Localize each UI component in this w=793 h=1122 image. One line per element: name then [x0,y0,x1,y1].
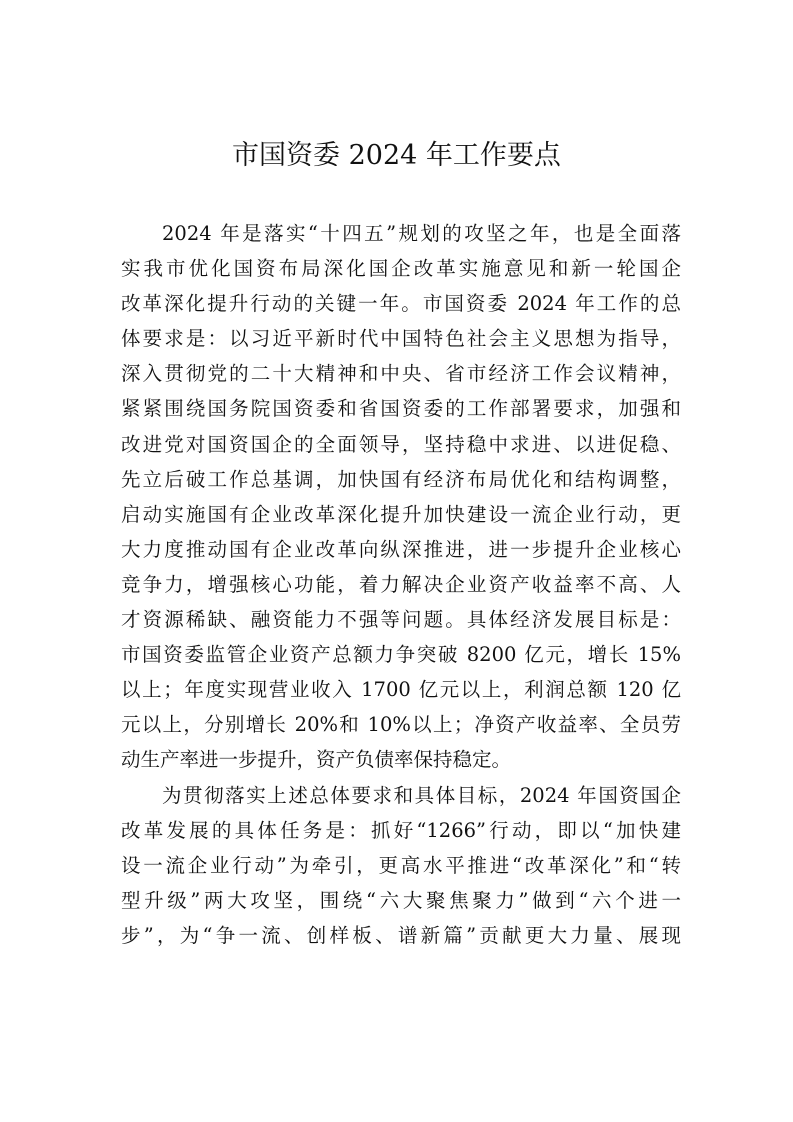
paragraph-1 [121,216,681,778]
paragraph-line: 大力度推动国有企业改革向纵深推进，进一步提升企业核心 [121,537,681,561]
paragraph-line: 元以上，分别增长 20%和 10%以上；净资产收益率、全员劳 [121,713,681,737]
paragraph-line: 竞争力，增强核心功能，着力解决企业资产收益率不高、人 [121,572,681,596]
paragraph-line: 设一流企业行动”为牵引，更高水平推进“改革深化”和“转 [121,853,681,877]
paragraph-line: 改革深化提升行动的关键一年。市国资委 2024 年工作的总 [121,292,681,316]
paragraph-line: 先立后破工作总基调，加快国有经济布局优化和结构调整， [121,467,681,491]
paragraph-2 [121,778,681,953]
document-title: 市国资委 2024 年工作要点 [232,140,561,171]
paragraph-line: 改革发展的具体任务是：抓好“1266”行动，即以“加快建 [121,818,681,842]
paragraph-line: 改进党对国资国企的全面领导，坚持稳中求进、以进促稳、 [121,432,681,456]
paragraph-line: 以上；年度实现营业收入 1700 亿元以上，利润总额 120 亿 [121,678,681,702]
paragraph-line: 才资源稀缺、融资能力不强等问题。具体经济发展目标是： [121,608,681,632]
paragraph-line: 2024 年是落实“十四五”规划的攻坚之年，也是全面落 [162,222,681,245]
paragraph-line: 启动实施国有企业改革深化提升加快建设一流企业行动，更 [121,502,681,526]
document-body [121,216,681,953]
paragraph-line: 为贯彻落实上述总体要求和具体目标，2024 年国资国企 [162,783,681,807]
paragraph-line: 深入贯彻党的二十大精神和中央、省市经济工作会议精神， [121,362,681,386]
paragraph-line: 紧紧围绕国务院国资委和省国资委的工作部署要求，加强和 [121,397,681,421]
paragraph-line: 型升级”两大攻坚，围绕“六大聚焦聚力”做到“六个进一 [121,888,681,912]
paragraph-line: 动生产率进一步提升，资产负债率保持稳定。 [121,748,512,772]
paragraph-line: 体要求是：以习近平新时代中国特色社会主义思想为指导， [121,327,681,351]
paragraph-line: 市国资委监管企业资产总额力争突破 8200 亿元，增长 15% [121,643,681,667]
paragraph-line: 实我市优化国资布局深化国企改革实施意见和新一轮国企 [121,257,681,281]
paragraph-line: 步”，为“争一流、创样板、谱新篇”贡献更大力量、展现 [121,923,681,947]
